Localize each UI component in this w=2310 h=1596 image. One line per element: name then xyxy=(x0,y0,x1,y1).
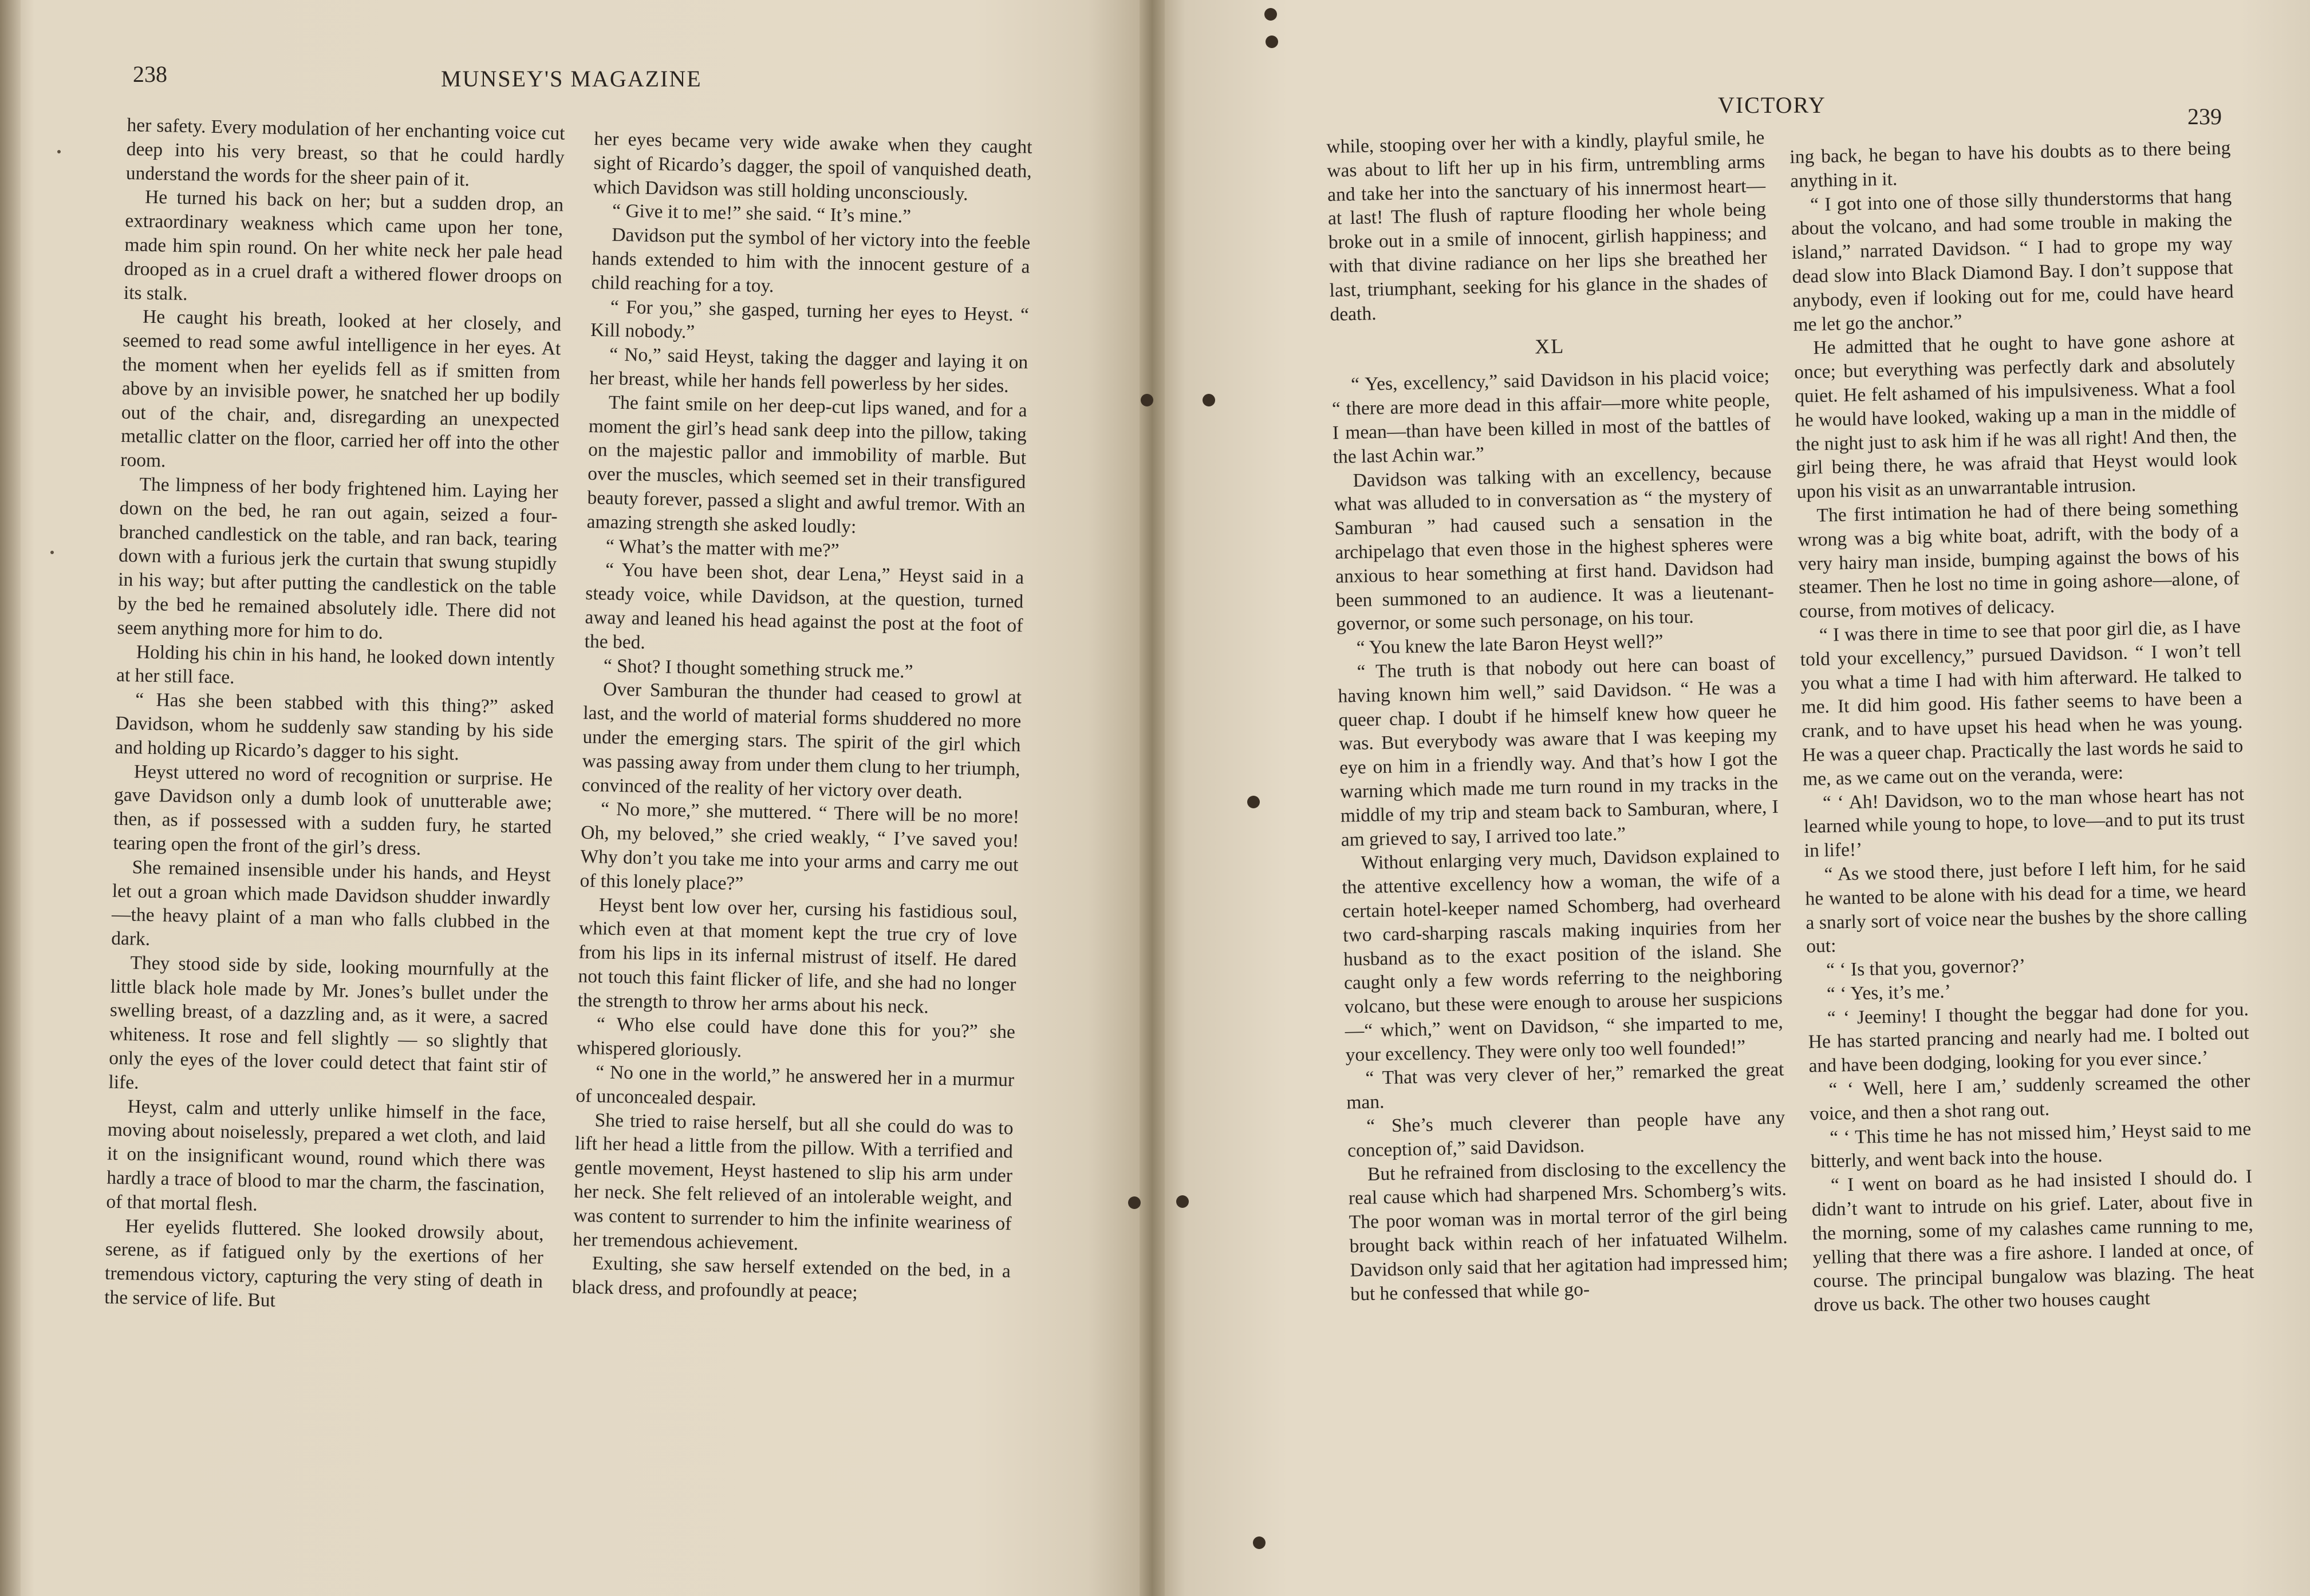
paragraph: He turned his back on her; but a sudden drop, an extraordinary weakness which came upon her tone, made him spin round. On her white neck her pale head drooped as in a cruel draft a withered flower droops on its stalk. xyxy=(123,187,564,305)
paper-speck xyxy=(57,150,61,153)
paragraph: Heyst bent low over her, cursing his fastidious soul, which even at that moment kept the true cry of love from his lips in its infernal mistrust of itself. He dared not touch this faint flicker of life, and she had no longer the strength to throw her arms about his neck. xyxy=(577,894,1018,1018)
paragraph: “ Who else could have done this for you?” she whispered gloriously. xyxy=(576,1013,1016,1062)
paragraph: “ I went on board as he had insisted I should do. I didn’t want to intrude on his grief. Later, about five in the morning, some of my calashes came running to me, yelling that there was a fire ashore. I landed at once, of course. The principal bungalow was blazing. The heat drove us back. The other two houses caught xyxy=(1811,1166,2254,1316)
paragraph: “ She’s much cleverer than people have any conception of,” said Davidson. xyxy=(1347,1107,1785,1162)
binding-gutter xyxy=(1140,0,1165,1596)
paragraph: “ No,” said Heyst, taking the dagger and laying it on her breast, while her hands fell powerless by her sides. xyxy=(589,343,1028,397)
paragraph: Davidson put the symbol of her victory into the feeble hands extended to him with the innocent gesture of a child reaching for a toy. xyxy=(591,224,1031,297)
paragraph: “ You have been shot, dear Lena,” Heyst said in a steady voice, while Davidson, at the question, turned away and leaned his head against the post at the foot of the bed. xyxy=(584,559,1024,653)
paragraph: She remained insensible under his hands, and Heyst let out a groan which made Davidson shudder inwardly—the heavy plaint of a man who falls clubbed in the dark. xyxy=(111,856,551,950)
binding-hole xyxy=(1128,1196,1141,1209)
paragraph: “ That was very clever of her,” remarked the great man. xyxy=(1346,1059,1784,1113)
paragraph: He caught his breath, looked at her closely, and seemed to read some awful intelligence in her eyes. At the moment when her eyelids fell as if smitten from above by an invisible power, he snatched her up bodily out of the chair, and, disregarding an unexpected metallic clatter on the floor, carried her off into the other room. xyxy=(120,306,562,472)
binding-hole xyxy=(1203,394,1215,406)
text-column-left-1 xyxy=(104,113,565,1318)
paragraph: “ You knew the late Baron Heyst well?” xyxy=(1356,631,1663,659)
page-number: 238 xyxy=(133,61,167,87)
paragraph: Over Samburan the thunder had ceased to growl at last, and the world of material forms shuddered no more under the emerging stars. The spirit of the girl which was passing away from under them clung to her triumph, convinced of the reality of her victory over death. xyxy=(581,678,1022,803)
paragraph: ing back, he began to have his doubts as to there being anything in it. xyxy=(1789,137,2231,192)
paragraph: Heyst uttered no word of recognition or surprise. He gave Davidson only a dumb look of unutterable awe; then, as if possessed with a sudden fury, he started tearing open the front of the girl’s dress. xyxy=(113,760,553,859)
binding-hole xyxy=(1176,1195,1189,1208)
paragraph: The first intimation he had of there being something wrong was a big white boat, adrift, with the body of a very hairy man inside, bumping against the bows of his steamer. Then he lost no time in going ashore—alone, of course, from motives of delicacy. xyxy=(1797,496,2240,622)
paragraph: “ For you,” she gasped, turning her eyes to Heyst. “ Kill nobody.” xyxy=(590,296,1030,343)
paragraph: “ Shot? I thought something struck me.” xyxy=(603,655,913,682)
binding-hole xyxy=(1266,35,1278,48)
paragraph: She tried to raise herself, but all she could do was to lift her head a little from the pillow. With a terrified and gentle movement, Heyst hastened to slip his arm under her neck. She felt relieved of an intolerable weight, and was content to surrender to him the infinite weariness of her tremendous achievement. xyxy=(573,1109,1014,1254)
paragraph: “ What’s the matter with me?” xyxy=(605,535,839,561)
paragraph: Heyst, calm and utterly unlike himself in the face, moving about noiselessly, prepared a wet cloth, and laid it on the insignificant wound, round which there was hardly a trace of blood to mar the charm, the fascination, of that mortal flesh. xyxy=(106,1096,546,1215)
paragraph: Her eyelids fluttered. She looked drowsily about, serene, as if fatigued only by the exertions of her tremendous victory, capturing the very sting of death in the service of life. But xyxy=(104,1215,544,1311)
paragraph: “ Give it to me!” she said. “ It’s mine.” xyxy=(612,200,912,228)
paragraph: her eyes became very wide awake when they caught sight of Ricardo’s dagger, the spoil of vanquished death, which Davidson was still holding unconsciously. xyxy=(593,128,1032,205)
text-column-right-2 xyxy=(1789,136,2255,1318)
paragraph: “ ‘ Well, here I am,’ suddenly screamed the other voice, and then a shot rang out. xyxy=(1810,1070,2250,1125)
running-head: VICTORY xyxy=(1718,92,1826,118)
paragraph: “ I got into one of those silly thunderstorms that hang about the volcano, and had some trouble in making the island,” narrated Davidson. “ I had to grope my way dead slow into Black Diamond Bay. I don’t suppose that anybody, even if looking out for me, could have heard me let go the anchor.” xyxy=(1791,185,2234,335)
binding-hole xyxy=(1264,8,1277,21)
paragraph: while, stooping over her with a kindly, playful smile, he was about to lift her up in his firm, untrembling arms and take her into the sanctuary of his innermost heart—at last! The flush of rapture flooding her whole being broke out in a smile of innocent, girlish happiness; and with that divine radiance on her lips she breathed her last, triumphant, seeking for his glance in the shades of death. xyxy=(1326,127,1768,325)
paragraph: “ ‘ This time he has not missed him,’ Heyst said to me bitterly, and went back into the house. xyxy=(1810,1118,2252,1173)
paragraph: Without enlarging very much, Davidson explained to the attentive excellency how a woman, the wife of a certain hotel-keeper named Schomberg, had overheard two card-sharping rascals making inquiries from her husband as to the exact position of the island. She caught only a few words referring to the neighboring volcano, but these were enough to arouse her suspicions—“ which,” went on Davidson, “ she imparted to me, your excellency. They were only too well founded!” xyxy=(1342,844,1784,1066)
left-page xyxy=(0,0,1151,1596)
right-page xyxy=(1151,0,2310,1596)
paragraph: Exulting, she saw herself extended on the bed, in a black dress, and profoundly at peace; xyxy=(571,1253,1011,1303)
paragraph: “ As we stood there, just before I left him, for he said he wanted to be alone with his dead for a time, we heard a snarly sort of voice near the bushes by the shore calling out: xyxy=(1805,855,2247,957)
page-number: 239 xyxy=(2187,104,2222,129)
paragraph: They stood side by side, looking mournfully at the little black hole made by Mr. Jones’s bullet under the swelling breast, of a dazzling and, as it were, a sacred whiteness. It rose and fell slightly — so slightly that only the eyes of the lover could detect that faint stir of life. xyxy=(108,952,549,1093)
text-column-left-2 xyxy=(572,127,1032,1307)
paragraph: “ ‘ Jeeminy! I thought the beggar had done for you. He has started prancing and nearly had me. I bolted out and have been dodging, looking for you ever since.’ xyxy=(1808,998,2250,1077)
chapter-heading: XL xyxy=(1534,334,1565,358)
paragraph: “ ‘ Yes, it’s me.’ xyxy=(1826,981,1952,1005)
paper-speck xyxy=(50,551,54,554)
paragraph: “ No more,” she muttered. “ There will be no more! Oh, my beloved,” she cried weakly, “ I’ve saved you! Why don’t you take me into your arms and carry me out of this lonely place?” xyxy=(580,798,1020,894)
paragraph: The faint smile on her deep-cut lips waned, and for a moment the girl’s head sank deep into the pillow, taking on the majestic pallor and immobility of marble. But over the muscles, which seemed set in their transfigured beauty forever, passed a slight and awful tremor. With an amazing strength she asked loudly: xyxy=(586,392,1027,538)
binding-hole xyxy=(1247,796,1260,808)
paragraph: “ No one in the world,” he answered her in a murmur of unconcealed despair. xyxy=(575,1061,1015,1110)
binding-hole xyxy=(1253,1536,1266,1549)
paragraph: “ I was there in time to see that poor girl die, as I have told your excellency,” pursued Davidson. “ I won’t tell you what a time I had with him afterward. He talked to me. It did him good. His father seems to have been a crank, and to have upset his head when he was young. He was a queer chap. Practically the last words he said to me, as we came out on the veranda, were: xyxy=(1800,615,2244,790)
paragraph: He admitted that he ought to have gone ashore at once; but everything was perfectly dark and absolutely quiet. He felt ashamed of his impulsiveness. What a fool he would have looked, waking up a man in the middle of the night just to ask him if he was all right! And then, the girl being there, he was afraid that Heyst would look upon his visit as an unwarrantable intrusion. xyxy=(1793,329,2238,503)
paragraph: Holding his chin in his hand, he looked down intently at her still face. xyxy=(116,641,555,689)
binding-hole xyxy=(1141,394,1153,406)
text-column-right-1 xyxy=(1326,126,1789,1306)
running-head: MUNSEY'S MAGAZINE xyxy=(441,66,702,92)
page-edge-shadow xyxy=(0,0,21,1596)
paragraph: “ Yes, excellency,” said Davidson in his placid voice; “ there are more dead in this affair—more white people, I mean—than have been killed in most of the battles of the last Achin war.” xyxy=(1331,365,1771,468)
paragraph: “ ‘ Is that you, governor?’ xyxy=(1826,955,2026,981)
paragraph: her safety. Every modulation of her enchanting voice cut deep into his very breast, so that he could hardly understand the words for the sheer pain of it. xyxy=(125,114,565,191)
paragraph: The limpness of her body frightened him. Laying her down on the bed, he ran out again, seized a four-branched candlestick on the table, and ran back, tearing down with a furious jerk the curtain that swung stupidly in his way; but after putting the candlestick on the table by the bed he remained absolutely idle. There did not seem anything more for him to do. xyxy=(117,473,558,643)
paragraph: “ ‘ Ah! Davidson, wo to the man whose heart has not learned while young to hope, to love—and to put its trust in life!’ xyxy=(1803,783,2245,862)
paragraph: “ The truth is that nobody out here can boast of having known him well,” said Davidson. “ He was a queer chap. I doubt if he himself knew how queer he was. But everybody was aware that I was keeping my eye on him in a friendly way. And that’s how I got the warning which made me turn round in my tracks in the middle of my trip and steam back to Samburan, where, I am grieved to say, I arrived too late.” xyxy=(1338,652,1779,851)
paragraph: Davidson was talking with an excellency, because what was alluded to in conversation as “ the mystery of Samburan ” had caused such a sensation in the archipelago that even those in the highest spheres were anxious to hear something at first hand. Davidson had been summoned to an audience. It was a lieutenant-governor, or some such personage, on his tour. xyxy=(1334,461,1775,635)
paragraph: “ Has she been stabbed with this thing?” asked Davidson, whom he suddenly saw standing by his side and holding up Ricardo’s dagger to his sight. xyxy=(115,689,554,765)
paragraph: But he refrained from disclosing to the excellency the real cause which had sharpened Mrs. Schomberg’s wits. The poor woman was in mortal terror of the girl being brought back within reach of her infatuated Wilhelm. Davidson only said that her agitation had impressed him; but he confessed that while go- xyxy=(1348,1155,1788,1305)
